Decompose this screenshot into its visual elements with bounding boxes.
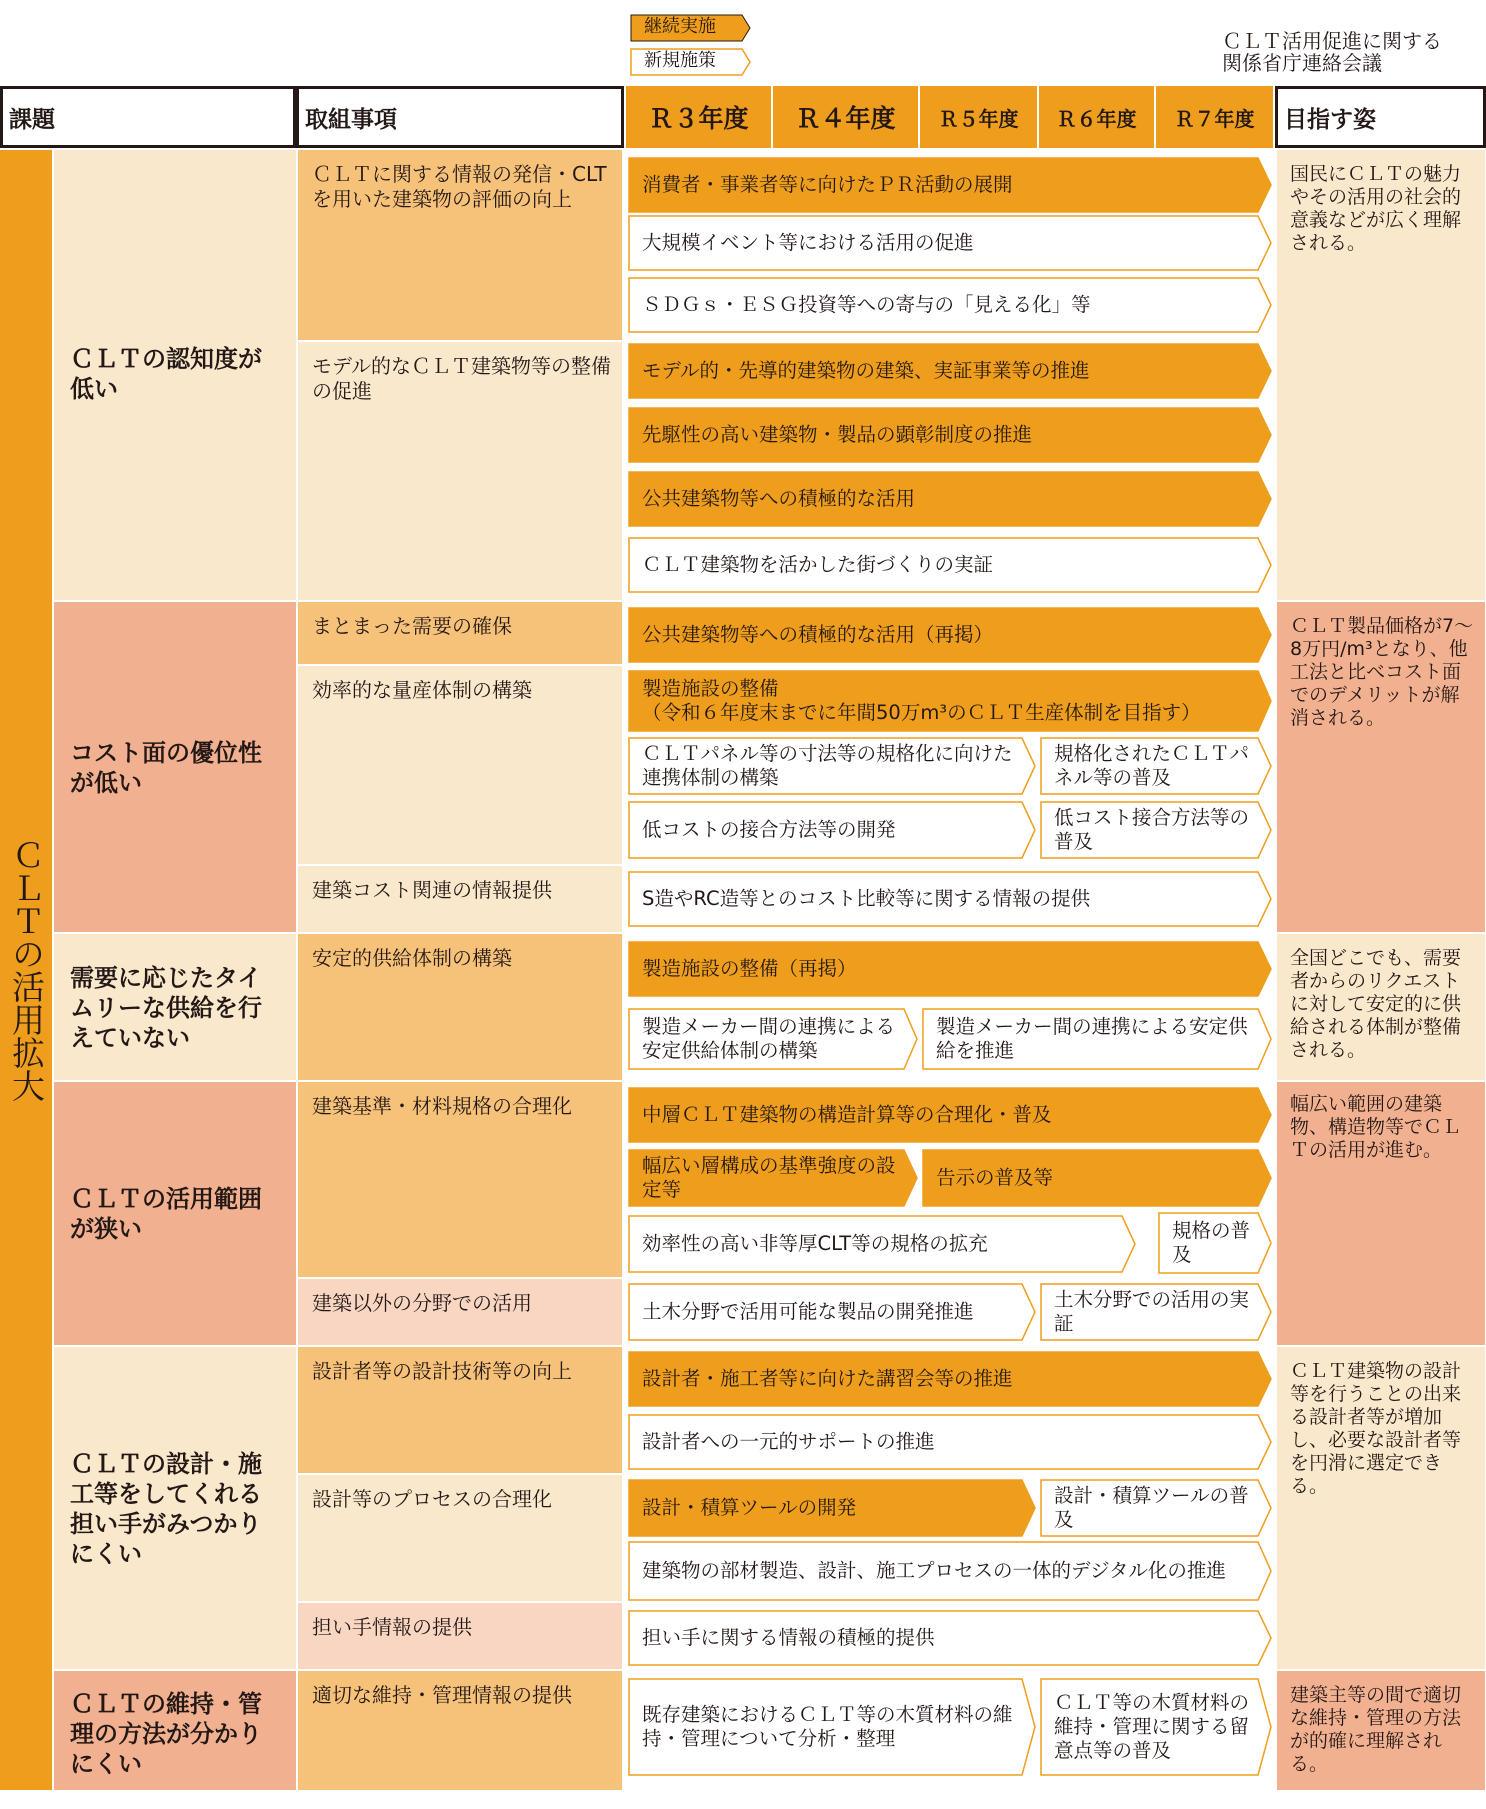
- measure-arrow-new: [628, 537, 1272, 593]
- action-item: 適切な維持・管理情報の提供: [298, 1671, 622, 1790]
- issue-label: 需要に応じたタイムリーな供給を行えていない: [70, 964, 262, 1052]
- measure-arrow-new: [1158, 1212, 1272, 1274]
- measure-label: 大規模イベント等における活用の促進: [642, 231, 974, 254]
- theme-label: ＣＬＴの活用拡大: [7, 838, 46, 1102]
- measure-label: 製造施設の整備: [642, 677, 779, 700]
- measure-label: （令和６年度末までに年間50万m³のＣＬＴ生産体制を目指す）: [642, 701, 1201, 724]
- column-header-action: [296, 86, 624, 148]
- measure-arrow-continuing: [628, 407, 1272, 463]
- year-header-r4: [773, 86, 920, 148]
- measure-label: 規格の普及: [1172, 1219, 1251, 1266]
- issue-label: コスト面の優位性が低い: [70, 739, 262, 797]
- measure-label: ＣＬＴパネル等の寸法等の規格化に向けた連携体制の構築: [642, 742, 1013, 789]
- measure-arrow-new: [628, 1283, 1036, 1341]
- measure-arrow-new: [628, 1414, 1272, 1470]
- action-item: モデル的なＣＬＴ建築物等の整備の促進: [298, 342, 622, 600]
- measure-label: 製造メーカー間の連携による安定供給体制の構築: [642, 1015, 896, 1062]
- measure-arrow-new: [628, 1215, 1136, 1273]
- measure-label: モデル的・先導的建築物の建築、実証事業等の推進: [642, 359, 1090, 382]
- measure-label: 製造メーカー間の連携による安定供給を推進: [936, 1015, 1248, 1062]
- measure-arrow-continuing: [628, 941, 1272, 997]
- year-label: Ｒ６年度: [1056, 106, 1137, 131]
- issue-label: ＣＬＴの認知度が低い: [70, 345, 262, 403]
- action-item: 設計等のプロセスの合理化: [298, 1475, 622, 1601]
- measure-arrow-new: [1040, 801, 1272, 859]
- measure-label: 担い手に関する情報の積極的提供: [642, 1626, 935, 1649]
- measure-arrow-new: [1040, 1678, 1272, 1776]
- measure-arrow-new: [628, 215, 1272, 271]
- year-label: Ｒ７年度: [1174, 106, 1255, 131]
- measure-label: 土木分野での活用の実証: [1054, 1288, 1250, 1335]
- action-item: 建築基準・材料規格の合理化: [298, 1082, 622, 1277]
- column-header-goal-label: 目指す姿: [1284, 106, 1376, 133]
- measure-arrow-new: [628, 1678, 1036, 1776]
- measure-label: 先駆性の高い建築物・製品の顕彰制度の推進: [642, 423, 1033, 446]
- action-item: 建築以外の分野での活用: [298, 1279, 622, 1345]
- measure-arrow-continuing: [628, 670, 1272, 732]
- goal-text: ＣＬＴ製品価格が7〜8万円/m³となり、他工法と比べコスト面でのデメリットが解消される。: [1290, 615, 1474, 729]
- measure-label: 消費者・事業者等に向けたＰＲ活動の展開: [642, 173, 1013, 196]
- measure-label: 効率性の高い非等厚CLT等の規格の拡充: [642, 1232, 988, 1255]
- measure-arrow-new: [628, 737, 1036, 795]
- goal-text: 国民にＣＬＴの魅力やその活用の社会的意義などが広く理解される。: [1290, 163, 1462, 254]
- measure-arrow-new: [628, 871, 1272, 927]
- measure-label: 公共建築物等への積極的な活用（再掲）: [642, 623, 994, 646]
- year-header-r6: [1039, 86, 1156, 148]
- issue-label: ＣＬＴの維持・管理の方法が分かりにくい: [70, 1690, 262, 1778]
- measure-label: ＣＬＴ等の木質材料の維持・管理に関する留意点等の普及: [1054, 1691, 1250, 1762]
- measure-arrow-continuing: [628, 1351, 1272, 1407]
- measure-label: 公共建築物等への積極的な活用: [642, 487, 916, 510]
- measure-label: 規格化されたＣＬＴパネル等の普及: [1054, 742, 1250, 789]
- measure-arrow-new: [1040, 737, 1272, 795]
- column-header-issue: [0, 86, 296, 148]
- year-header-r7: [1156, 86, 1275, 148]
- action-item: 設計者等の設計技術等の向上: [298, 1347, 622, 1473]
- legend-new: [630, 48, 752, 76]
- issue-label: ＣＬＴの設計・施工等をしてくれる担い手がみつかりにくい: [70, 1450, 262, 1568]
- measure-label: 製造施設の整備（再掲）: [642, 957, 857, 980]
- measure-label: 既存建築におけるＣＬＴ等の木質材料の維持・管理について分析・整理: [642, 1703, 1013, 1750]
- action-item: ＣＬＴに関する情報の発信・CLTを用いた建築物の評価の向上: [298, 150, 622, 340]
- measure-label: 設計・積算ツールの普及: [1054, 1484, 1249, 1531]
- measure-label: 低コストの接合方法等の開発: [642, 818, 896, 841]
- legend-continuing-label: 継続実施: [644, 16, 716, 37]
- year-label: Ｒ３年度: [648, 104, 749, 133]
- measure-arrow-continuing: [922, 1149, 1272, 1207]
- action-item: 建築コスト関連の情報提供: [298, 866, 622, 932]
- column-header-goal: [1275, 86, 1486, 148]
- measure-label: ＣＬＴ建築物を活かした街づくりの実証: [642, 553, 994, 576]
- measure-arrow-new: [628, 1541, 1272, 1601]
- year-label: Ｒ５年度: [938, 106, 1019, 131]
- goal-text: 建築主等の間で適切な維持・管理の方法が的確に理解される。: [1290, 1684, 1462, 1775]
- measure-label: 建築物の部材製造、設計、施工プロセスの一体的デジタル化の推進: [642, 1559, 1226, 1582]
- measure-arrow-new: [1040, 1479, 1272, 1537]
- measure-label: 土木分野で活用可能な製品の開発推進: [642, 1300, 974, 1323]
- measure-label: 設計者への一元的サポートの推進: [642, 1430, 935, 1453]
- goal-text: ＣＬＴ建築物の設計等を行うことの出来る設計者等が増加し、必要な設計者等を円滑に選定できる。: [1290, 1360, 1462, 1497]
- measure-arrow-new: [628, 1008, 918, 1070]
- measure-arrow-new: [628, 1610, 1272, 1666]
- column-header-issue-label: 課題: [9, 106, 55, 133]
- legend-new-label: 新規施策: [644, 50, 716, 71]
- measure-label: 幅広い層構成の基準強度の設定等: [642, 1154, 896, 1201]
- year-label: Ｒ４年度: [795, 104, 896, 133]
- measure-label: 告示の普及等: [936, 1166, 1054, 1189]
- measure-arrow-continuing: [628, 607, 1272, 663]
- action-item: 効率的な量産体制の構築: [298, 666, 622, 864]
- year-header-r3: [626, 86, 773, 148]
- action-item: 安定的供給体制の構築: [298, 934, 622, 1080]
- year-header-r5: [920, 86, 1039, 148]
- organization-line-1: ＣＬＴ活用促進に関する: [1222, 29, 1442, 53]
- issue-label: ＣＬＴの活用範囲が狭い: [70, 1185, 262, 1243]
- measure-label: S造やRC造等とのコスト比較等に関する情報の提供: [642, 887, 1091, 910]
- measure-label: 設計・積算ツールの開発: [642, 1496, 857, 1519]
- measure-arrow-new: [1040, 1283, 1272, 1341]
- goal-text: 全国どこでも、需要者からのリクエストに対して安定的に供給される体制が整備される。: [1290, 947, 1462, 1061]
- measure-label: 設計者・施工者等に向けた講習会等の推進: [642, 1367, 1013, 1390]
- measure-label: 低コスト接合方法等の普及: [1054, 806, 1250, 853]
- action-item: 担い手情報の提供: [298, 1603, 622, 1669]
- organization-name: [1222, 30, 1484, 74]
- measure-arrow-continuing: [628, 1149, 918, 1207]
- action-item: まとまった需要の確保: [298, 602, 622, 664]
- measure-arrow-continuing: [628, 471, 1272, 527]
- legend-continuing: [630, 14, 752, 42]
- measure-arrow-continuing: [628, 1479, 1036, 1537]
- organization-line-2: 関係省庁連絡会議: [1222, 51, 1382, 75]
- measure-arrow-continuing: [628, 343, 1272, 399]
- column-header-action-label: 取組事項: [305, 106, 397, 133]
- goal-text: 幅広い範囲の建築物、構造物等でＣＬＴの活用が進む。: [1290, 1093, 1462, 1161]
- measure-label: 中層ＣＬＴ建築物の構造計算等の合理化・普及: [642, 1103, 1052, 1126]
- measure-label: ＳＤＧｓ・ＥＳＧ投資等への寄与の「見える化」等: [642, 293, 1091, 316]
- measure-arrow-new: [922, 1008, 1272, 1070]
- measure-arrow-new: [628, 277, 1272, 333]
- measure-arrow-new: [628, 801, 1036, 859]
- measure-arrow-continuing: [628, 157, 1272, 213]
- measure-arrow-continuing: [628, 1087, 1272, 1143]
